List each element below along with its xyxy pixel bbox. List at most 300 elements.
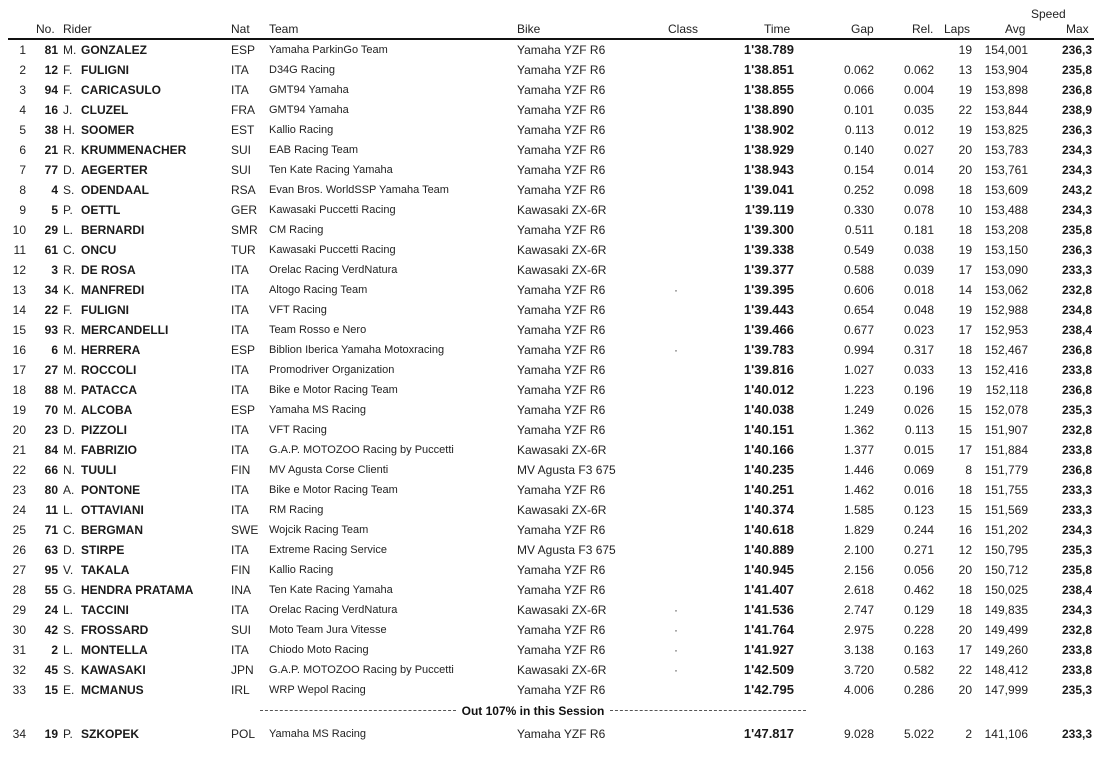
avg-speed: 153,783 — [984, 143, 1028, 157]
relative-gap: 0.016 — [903, 483, 934, 497]
max-speed: 236,3 — [1061, 243, 1092, 257]
position: 20 — [12, 423, 26, 437]
gap: 0.252 — [843, 183, 874, 197]
rider-initial: M. — [63, 383, 77, 397]
laps: 15 — [958, 403, 972, 417]
avg-speed: 153,488 — [984, 203, 1028, 217]
position: 26 — [12, 543, 26, 557]
relative-gap: 0.015 — [903, 443, 934, 457]
relative-gap: 0.035 — [903, 103, 934, 117]
lap-time: 1'41.536 — [743, 602, 794, 617]
position: 31 — [12, 643, 26, 657]
nationality: SUI — [231, 623, 252, 637]
gap: 1.585 — [843, 503, 874, 517]
rider-number: 38 — [44, 123, 58, 137]
team-name: RM Racing — [269, 504, 324, 516]
team-name: Kallio Racing — [269, 124, 334, 136]
nationality: ITA — [231, 543, 249, 557]
laps: 20 — [958, 163, 972, 177]
bike-model: Yamaha YZF R6 — [517, 583, 606, 597]
gap: 2.975 — [843, 623, 874, 637]
rider-surname: STIRPE — [81, 543, 125, 557]
rider-initial: M. — [63, 363, 77, 377]
laps: 18 — [958, 483, 972, 497]
rider-number: 71 — [44, 523, 58, 537]
lap-time: 1'40.038 — [743, 402, 794, 417]
gap: 0.066 — [843, 83, 874, 97]
gap: 4.006 — [843, 683, 874, 697]
table-row — [0, 640, 1100, 660]
rider-initial: M. — [63, 43, 77, 57]
rider-surname: PONTONE — [81, 483, 141, 497]
avg-speed: 153,208 — [984, 223, 1028, 237]
relative-gap: 0.181 — [903, 223, 934, 237]
rider-initial: D. — [63, 543, 75, 557]
rider-initial: K. — [63, 283, 75, 297]
rider-number: 95 — [44, 563, 58, 577]
team-name: Altogo Racing Team — [269, 284, 368, 296]
relative-gap: 0.039 — [903, 263, 934, 277]
lap-time: 1'42.509 — [743, 662, 794, 677]
table-row — [0, 680, 1100, 700]
rider-initial: M. — [63, 343, 77, 357]
rider-number: 16 — [44, 103, 58, 117]
team-name: Ten Kate Racing Yamaha — [269, 584, 393, 596]
class-marker: · — [674, 663, 678, 677]
team-name: GMT94 Yamaha — [269, 104, 349, 116]
table-row — [0, 80, 1100, 100]
max-speed: 236,8 — [1061, 343, 1092, 357]
relative-gap: 0.098 — [903, 183, 934, 197]
max-speed: 236,8 — [1061, 83, 1092, 97]
rider-number: 88 — [44, 383, 58, 397]
table-row — [0, 520, 1100, 540]
table-row — [0, 480, 1100, 500]
laps: 22 — [958, 103, 972, 117]
rider-surname: TUULI — [81, 463, 117, 477]
gap: 1.223 — [843, 383, 874, 397]
max-speed: 232,8 — [1061, 283, 1092, 297]
position: 17 — [12, 363, 26, 377]
gap: 0.140 — [843, 143, 874, 157]
bike-model: Kawasaki ZX-6R — [517, 243, 607, 257]
avg-speed: 151,907 — [984, 423, 1028, 437]
avg-speed: 153,090 — [984, 263, 1028, 277]
lap-time: 1'41.927 — [743, 642, 794, 657]
bike-model: Kawasaki ZX-6R — [517, 203, 607, 217]
gap: 0.511 — [844, 223, 874, 237]
rider-surname: SOOMER — [81, 123, 135, 137]
avg-speed: 151,779 — [984, 463, 1028, 477]
rider-number: 2 — [51, 643, 58, 657]
rider-number: 3 — [51, 263, 58, 277]
nationality: RSA — [231, 183, 256, 197]
laps: 20 — [958, 683, 972, 697]
table-row — [0, 724, 1100, 744]
laps: 17 — [958, 263, 972, 277]
position: 27 — [12, 563, 26, 577]
max-speed: 243,2 — [1061, 183, 1092, 197]
lap-time: 1'41.407 — [743, 582, 794, 597]
table-row — [0, 560, 1100, 580]
gap: 0.101 — [843, 103, 874, 117]
lap-time: 1'39.377 — [743, 262, 794, 277]
rider-surname: HERRERA — [81, 343, 141, 357]
relative-gap: 0.271 — [903, 543, 934, 557]
rider-surname: PIZZOLI — [81, 423, 127, 437]
rider-number: 22 — [44, 303, 58, 317]
lap-time: 1'39.783 — [743, 342, 794, 357]
relative-gap: 0.113 — [904, 423, 934, 437]
avg-speed: 153,904 — [984, 63, 1028, 77]
rider-initial: C. — [63, 523, 75, 537]
max-speed: 236,3 — [1061, 123, 1092, 137]
bike-model: Yamaha YZF R6 — [517, 183, 606, 197]
avg-speed: 153,825 — [984, 123, 1028, 137]
rider-surname: CARICASULO — [81, 83, 161, 97]
position: 10 — [12, 223, 26, 237]
bike-model: Yamaha YZF R6 — [517, 363, 606, 377]
relative-gap: 0.462 — [903, 583, 934, 597]
rider-surname: BERNARDI — [81, 223, 145, 237]
table-row — [0, 280, 1100, 300]
rider-initial: S. — [63, 623, 75, 637]
position: 18 — [12, 383, 26, 397]
avg-speed: 152,416 — [984, 363, 1028, 377]
avg-speed: 151,755 — [984, 483, 1028, 497]
relative-gap: 0.026 — [903, 403, 934, 417]
laps: 8 — [965, 463, 972, 477]
gap: 1.362 — [843, 423, 874, 437]
position: 16 — [12, 343, 26, 357]
rider-initial: L. — [63, 603, 74, 617]
position: 4 — [19, 103, 26, 117]
bike-model: Yamaha YZF R6 — [517, 423, 606, 437]
nationality: FIN — [231, 463, 251, 477]
lap-time: 1'38.943 — [743, 162, 794, 177]
rider-number: 84 — [44, 443, 58, 457]
max-speed: 234,3 — [1061, 163, 1092, 177]
lap-time: 1'39.466 — [743, 322, 794, 337]
rider-initial: L. — [63, 643, 74, 657]
avg-speed: 149,260 — [984, 643, 1028, 657]
rider-number: 77 — [44, 163, 58, 177]
header-team: Team — [269, 22, 299, 36]
avg-speed: 152,953 — [984, 323, 1028, 337]
nationality: ESP — [231, 403, 256, 417]
laps: 19 — [958, 123, 972, 137]
rider-number: 63 — [44, 543, 58, 557]
max-speed: 238,4 — [1061, 583, 1092, 597]
table-row — [0, 40, 1100, 60]
rider-number: 6 — [51, 343, 58, 357]
rider-number: 45 — [44, 663, 58, 677]
gap: 1.027 — [843, 363, 874, 377]
lap-time: 1'38.851 — [743, 62, 794, 77]
header-gap: Gap — [851, 22, 874, 36]
lap-time: 1'38.902 — [743, 122, 794, 137]
lap-time: 1'39.041 — [743, 182, 794, 197]
laps: 10 — [958, 203, 972, 217]
gap: 9.028 — [843, 727, 874, 741]
max-speed: 235,3 — [1061, 683, 1092, 697]
rider-surname: PATACCA — [81, 383, 137, 397]
nationality: FRA — [231, 103, 255, 117]
relative-gap: 0.038 — [903, 243, 934, 257]
relative-gap: 0.317 — [903, 343, 934, 357]
rider-surname: GONZALEZ — [81, 43, 147, 57]
team-name: Orelac Racing VerdNatura — [269, 264, 398, 276]
table-row — [0, 540, 1100, 560]
gap: 1.829 — [843, 523, 874, 537]
table-row — [0, 420, 1100, 440]
rider-surname: TAKALA — [81, 563, 130, 577]
lap-time: 1'38.890 — [743, 102, 794, 117]
rider-initial: G. — [63, 583, 76, 597]
rider-initial: F. — [63, 83, 73, 97]
table-row — [0, 120, 1100, 140]
rider-surname: TACCINI — [81, 603, 129, 617]
max-speed: 234,3 — [1061, 143, 1092, 157]
rider-initial: P. — [63, 203, 73, 217]
max-speed: 233,3 — [1061, 263, 1092, 277]
rider-initial: E. — [63, 683, 75, 697]
rider-initial: S. — [63, 663, 75, 677]
relative-gap: 0.286 — [903, 683, 934, 697]
nationality: ITA — [231, 443, 249, 457]
lap-time: 1'39.395 — [743, 282, 794, 297]
table-row — [0, 440, 1100, 460]
rider-surname: FROSSARD — [81, 623, 149, 637]
rider-surname: BERGMAN — [81, 523, 143, 537]
max-speed: 233,8 — [1061, 363, 1092, 377]
nationality: ITA — [231, 603, 249, 617]
nationality: FIN — [231, 563, 251, 577]
bike-model: MV Agusta F3 675 — [517, 543, 616, 557]
rider-surname: OTTAVIANI — [81, 503, 144, 517]
position: 5 — [19, 123, 26, 137]
laps: 20 — [958, 623, 972, 637]
gap: 0.677 — [843, 323, 874, 337]
bike-model: Yamaha YZF R6 — [517, 63, 606, 77]
table-row — [0, 500, 1100, 520]
rider-initial: F. — [63, 63, 73, 77]
gap: 2.100 — [843, 543, 874, 557]
laps: 13 — [958, 63, 972, 77]
table-row — [0, 580, 1100, 600]
bike-model: Yamaha YZF R6 — [517, 727, 606, 741]
team-name: Chiodo Moto Racing — [269, 644, 369, 656]
class-marker: · — [674, 343, 678, 357]
relative-gap: 5.022 — [903, 727, 934, 741]
table-row — [0, 240, 1100, 260]
table-row — [0, 600, 1100, 620]
rider-surname: FULIGNI — [81, 303, 129, 317]
header-nat: Nat — [231, 22, 250, 36]
relative-gap: 0.069 — [903, 463, 934, 477]
laps: 19 — [958, 243, 972, 257]
team-name: VFT Racing — [269, 304, 327, 316]
team-name: Kawasaki Puccetti Racing — [269, 244, 396, 256]
header-max: Max — [1066, 22, 1089, 36]
table-row — [0, 160, 1100, 180]
rider-number: 15 — [44, 683, 58, 697]
lap-time: 1'38.929 — [743, 142, 794, 157]
gap: 0.994 — [843, 343, 874, 357]
laps: 19 — [958, 43, 972, 57]
relative-gap: 0.033 — [903, 363, 934, 377]
rider-number: 23 — [44, 423, 58, 437]
rider-number: 24 — [44, 603, 58, 617]
rider-surname: MONTELLA — [81, 643, 148, 657]
lap-time: 1'42.795 — [743, 682, 794, 697]
header-class: Class — [668, 22, 699, 36]
relative-gap: 0.129 — [903, 603, 934, 617]
bike-model: Yamaha YZF R6 — [517, 483, 606, 497]
laps: 2 — [965, 727, 972, 741]
nationality: SUI — [231, 143, 252, 157]
position: 23 — [12, 483, 26, 497]
rider-surname: AEGERTER — [81, 163, 148, 177]
rider-surname: KAWASAKI — [81, 663, 146, 677]
max-speed: 238,9 — [1061, 103, 1092, 117]
rider-surname: SZKOPEK — [81, 727, 140, 741]
nationality: ITA — [231, 323, 249, 337]
table-row — [0, 400, 1100, 420]
position: 6 — [19, 143, 26, 157]
nationality: JPN — [231, 663, 254, 677]
class-marker: · — [674, 643, 678, 657]
rider-number: 55 — [44, 583, 58, 597]
team-name: Yamaha MS Racing — [269, 728, 367, 740]
avg-speed: 153,062 — [984, 283, 1028, 297]
avg-speed: 141,106 — [984, 727, 1028, 741]
bike-model: Yamaha YZF R6 — [517, 163, 606, 177]
laps: 17 — [958, 323, 972, 337]
relative-gap: 0.004 — [903, 83, 934, 97]
team-name: Extreme Racing Service — [269, 544, 387, 556]
max-speed: 234,3 — [1061, 523, 1092, 537]
table-row — [0, 460, 1100, 480]
bike-model: Yamaha YZF R6 — [517, 643, 606, 657]
laps: 16 — [958, 523, 972, 537]
nationality: ITA — [231, 423, 249, 437]
bike-model: Yamaha YZF R6 — [517, 283, 606, 297]
position: 14 — [12, 303, 26, 317]
separator-label: Out 107% in this Session — [461, 703, 605, 718]
team-name: MV Agusta Corse Clienti — [269, 464, 389, 476]
laps: 13 — [958, 363, 972, 377]
team-name: Wojcik Racing Team — [269, 524, 369, 536]
team-name: Yamaha MS Racing — [269, 404, 367, 416]
class-marker: · — [674, 603, 678, 617]
rider-initial: N. — [63, 463, 75, 477]
rider-number: 21 — [44, 143, 58, 157]
laps: 18 — [958, 583, 972, 597]
table-row — [0, 360, 1100, 380]
bike-model: Yamaha YZF R6 — [517, 523, 606, 537]
relative-gap: 0.014 — [903, 163, 934, 177]
rider-number: 19 — [44, 727, 58, 741]
gap: 0.654 — [843, 303, 874, 317]
position: 2 — [19, 63, 26, 77]
lap-time: 1'40.235 — [743, 462, 794, 477]
rider-initial: R. — [63, 263, 75, 277]
avg-speed: 153,844 — [984, 103, 1028, 117]
gap: 1.462 — [843, 483, 874, 497]
nationality: ITA — [231, 363, 249, 377]
gap: 0.588 — [843, 263, 874, 277]
position: 3 — [19, 83, 26, 97]
class-marker: · — [674, 623, 678, 637]
nationality: ITA — [231, 83, 249, 97]
gap: 1.377 — [843, 443, 874, 457]
rider-surname: ROCCOLI — [81, 363, 137, 377]
gap: 3.720 — [843, 663, 874, 677]
separator-dash-left — [260, 710, 456, 711]
lap-time: 1'39.443 — [743, 302, 794, 317]
out-107-separator — [255, 702, 811, 718]
rider-initial: L. — [63, 503, 74, 517]
rider-initial: S. — [63, 183, 75, 197]
nationality: ITA — [231, 483, 249, 497]
relative-gap: 0.163 — [903, 643, 934, 657]
relative-gap: 0.018 — [903, 283, 934, 297]
header-bike: Bike — [517, 22, 541, 36]
avg-speed: 150,795 — [984, 543, 1028, 557]
max-speed: 232,8 — [1061, 623, 1092, 637]
rider-initial: C. — [63, 243, 75, 257]
nationality: ITA — [231, 503, 249, 517]
team-name: D34G Racing — [269, 64, 336, 76]
laps: 17 — [958, 443, 972, 457]
header-rider: Rider — [63, 22, 92, 36]
nationality: ITA — [231, 303, 249, 317]
table-row — [0, 660, 1100, 680]
avg-speed: 149,835 — [984, 603, 1028, 617]
avg-speed: 153,150 — [984, 243, 1028, 257]
team-name: Team Rosso e Nero — [269, 324, 367, 336]
position: 9 — [19, 203, 26, 217]
avg-speed: 151,884 — [984, 443, 1028, 457]
avg-speed: 149,499 — [984, 623, 1028, 637]
position: 32 — [12, 663, 26, 677]
avg-speed: 152,467 — [984, 343, 1028, 357]
nationality: ESP — [231, 343, 256, 357]
nationality: IRL — [231, 683, 250, 697]
table-row — [0, 320, 1100, 340]
avg-speed: 152,988 — [984, 303, 1028, 317]
bike-model: Yamaha YZF R6 — [517, 143, 606, 157]
position: 30 — [12, 623, 26, 637]
laps: 20 — [958, 563, 972, 577]
rider-surname: ALCOBA — [81, 403, 133, 417]
gap: 0.606 — [843, 283, 874, 297]
gap: 3.138 — [843, 643, 874, 657]
team-name: Evan Bros. WorldSSP Yamaha Team — [269, 184, 449, 196]
rider-initial: P. — [63, 727, 73, 741]
max-speed: 236,8 — [1061, 463, 1092, 477]
nationality: SWE — [231, 523, 259, 537]
lap-time: 1'39.119 — [744, 202, 794, 217]
position: 21 — [12, 443, 26, 457]
team-name: WRP Wepol Racing — [269, 684, 366, 696]
max-speed: 238,4 — [1061, 323, 1092, 337]
max-speed: 234,3 — [1061, 603, 1092, 617]
gap: 2.156 — [843, 563, 874, 577]
rider-surname: ONCU — [81, 243, 117, 257]
relative-gap: 0.582 — [903, 663, 934, 677]
